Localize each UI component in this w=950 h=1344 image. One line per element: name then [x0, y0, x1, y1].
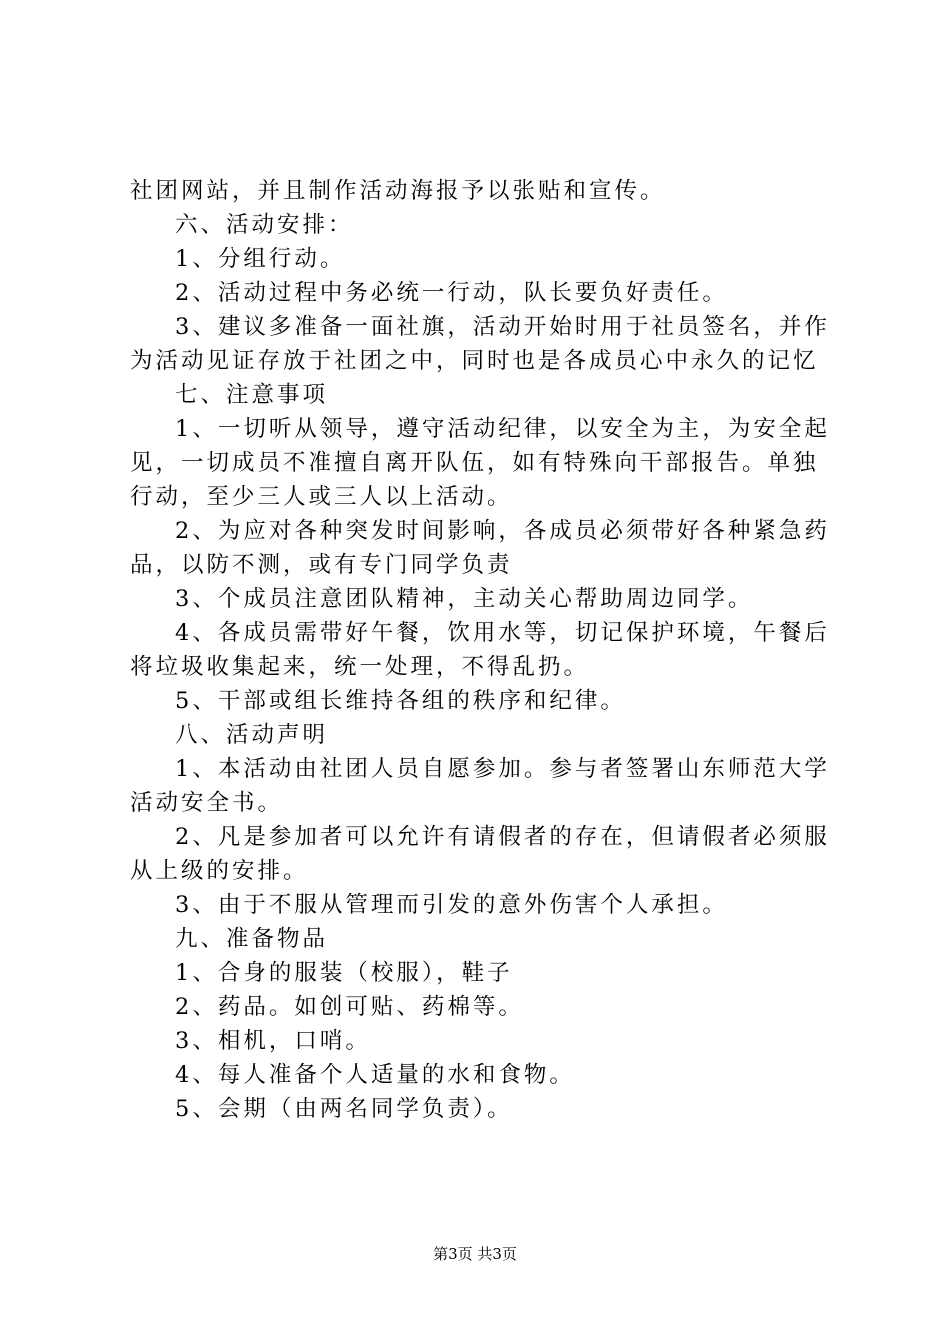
text-line: 品，以防不测，或有专门同学负责	[130, 552, 513, 578]
text-line: 社团网站，并且制作活动海报予以张贴和宣传。	[130, 178, 666, 204]
text-line: 行动，至少三人或三人以上活动。	[130, 484, 513, 510]
text-line: 六、活动安排：	[175, 212, 354, 238]
text-line: 5、干部或组长维持各组的秩序和纪律。	[175, 688, 626, 714]
text-line: 1、合身的服装（校服），鞋子	[175, 960, 513, 986]
text-line: 八、活动声明	[175, 722, 329, 748]
text-line: 2、活动过程中务必统一行动，队长要负好责任。	[175, 280, 728, 306]
text-line: 九、准备物品	[175, 926, 329, 952]
text-line: 4、各成员需带好午餐，饮用水等，切记保护环境，午餐后	[175, 620, 830, 646]
text-line: 4、每人准备个人适量的水和食物。	[175, 1062, 575, 1088]
text-line: 将垃圾收集起来，统一处理，不得乱扔。	[130, 654, 590, 680]
text-line: 1、本活动由社团人员自愿参加。参与者签署山东师范大学	[175, 756, 830, 782]
text-line: 1、一切听从领导，遵守活动纪律，以安全为主，为安全起	[175, 416, 830, 442]
text-line: 从上级的安排。	[130, 858, 309, 884]
text-line: 3、由于不服从管理而引发的意外伤害个人承担。	[175, 892, 728, 918]
text-line: 活动安全书。	[130, 790, 284, 816]
text-line: 2、为应对各种突发时间影响，各成员必须带好各种紧急药	[175, 518, 830, 544]
text-line: 1、分组行动。	[175, 246, 346, 272]
text-line: 2、凡是参加者可以允许有请假者的存在，但请假者必须服	[175, 824, 830, 850]
text-line: 3、相机，口哨。	[175, 1028, 371, 1054]
text-line: 七、注意事项	[175, 382, 329, 408]
document-body	[130, 174, 830, 1126]
text-line: 2、药品。如创可贴、药棉等。	[175, 994, 524, 1020]
page-footer: 第3页 共3页	[433, 1245, 517, 1263]
text-line: 见，一切成员不准擅自离开队伍，如有特殊向干部报告。单独	[130, 450, 819, 476]
text-line: 为活动见证存放于社团之中，同时也是各成员心中永久的记忆	[130, 348, 819, 374]
text-line: 5、会期（由两名同学负责）。	[175, 1096, 513, 1122]
text-line: 3、个成员注意团队精神，主动关心帮助周边同学。	[175, 586, 754, 612]
text-line: 3、建议多准备一面社旗，活动开始时用于社员签名，并作	[175, 314, 830, 340]
